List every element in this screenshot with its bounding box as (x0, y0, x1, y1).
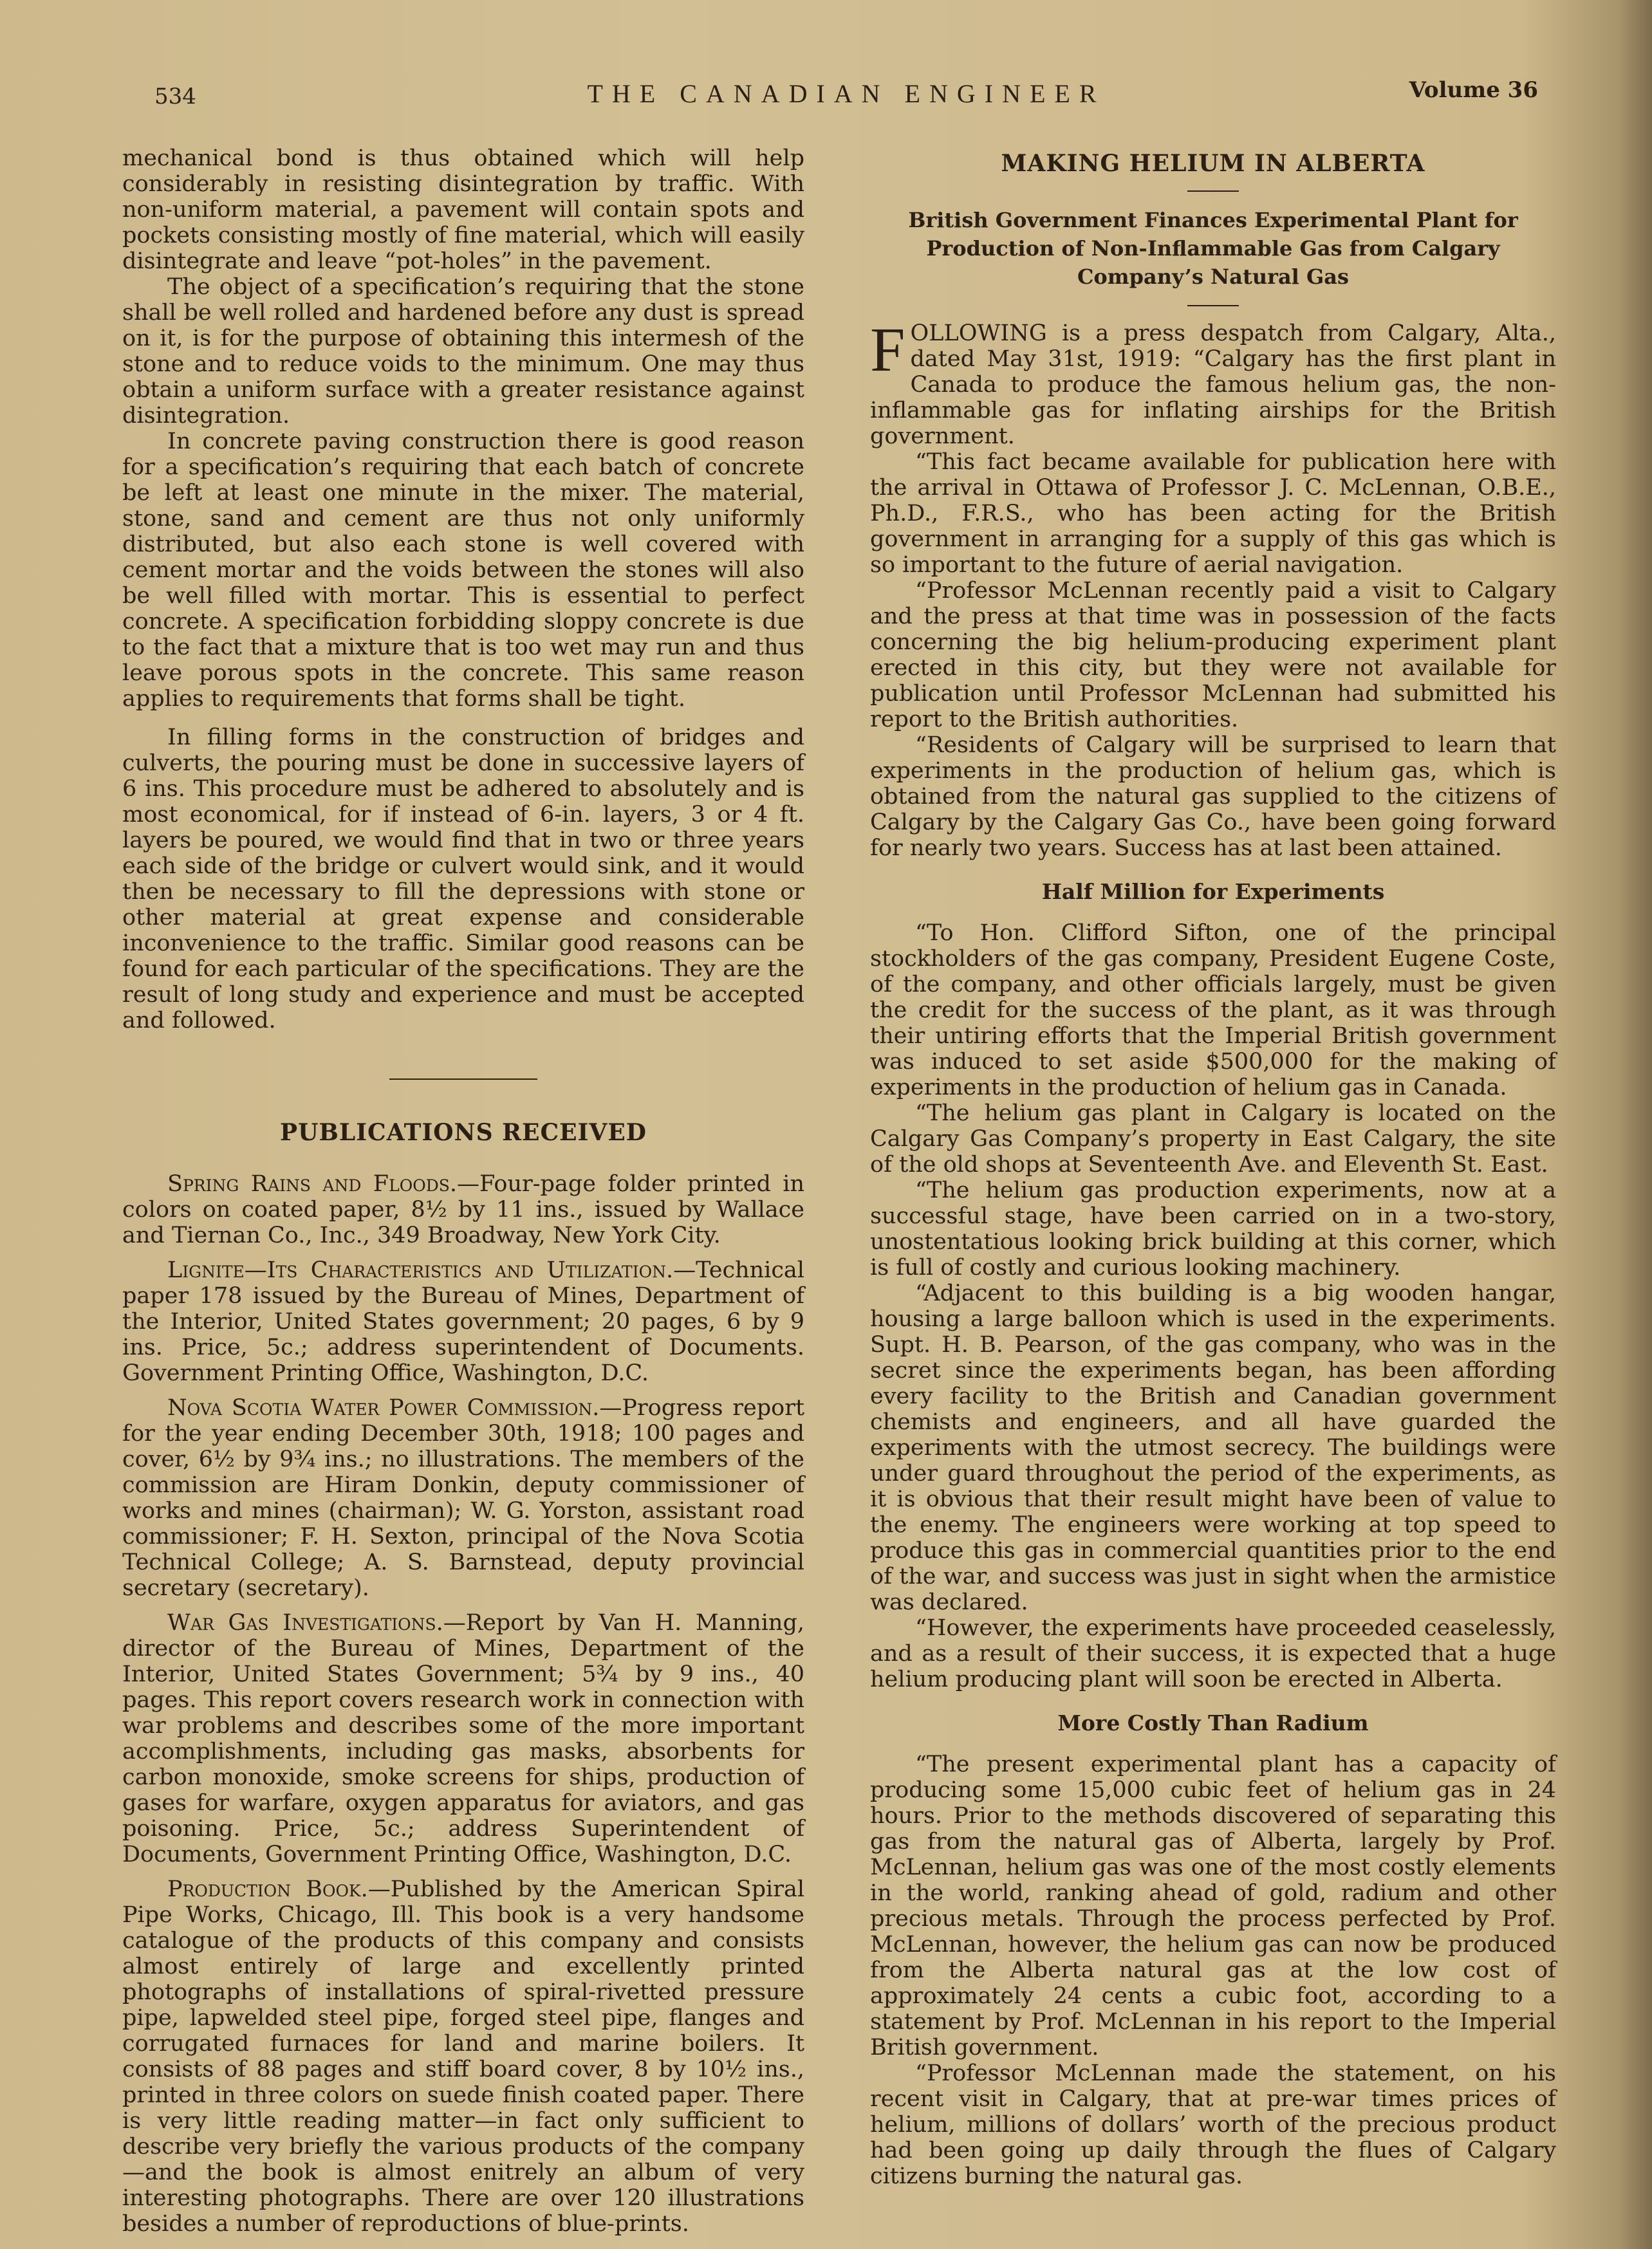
title-rule (1187, 190, 1239, 192)
publication-entry (122, 1171, 804, 1248)
paragraph: mechanical bond is thus obtained which will help considerably in resisting disintegration by traffic. With non-uniform material, a pavement will contain spots and pockets consisting mostly of fine material, which will easily disintegrate and leave “pot-holes” in the pavement. (122, 145, 804, 274)
paragraph: “The helium gas production experiments, now at a successful stage, have been carried on in a two-story, unostentatious looking brick building at this corner, which is full of costly and curious looking machinery. (870, 1178, 1556, 1281)
subheading: More Costly Than Radium (1057, 1710, 1369, 1735)
journal-title: THE CANADIAN ENGINEER (587, 79, 1106, 108)
subheading: Half Million for Experiments (1041, 879, 1385, 904)
publication-text: —Technical paper 178 issued by the Bureau of Mines, Department of the Interior, United States government; 20 pages, 6 by 9 ins. Price, 5c.; address superintendent of Documents. Government Printing Office, Washington, D.C. (122, 1257, 804, 1386)
volume-label: Volume 36 (1409, 77, 1538, 103)
publication-title: Lignite—Its Characteristics and Utilization. (167, 1257, 674, 1283)
page-number: 534 (154, 84, 196, 109)
publication-text: —Report by Van H. Manning, director of the Bureau of Mines, Department of the Interior, United States Government; 5¾ by 9 ins., 40 pages. This report covers research work in connection with war problems and describes some of the more important accomplishments, including gas masks, absorbents for carbon monoxide, smoke screens for ships, production of gases for warfare, oxygen apparatus for aviators, and gas poisoning. Price, 5c.; address Superintendent of Documents, Government Printing Office, Washington, D.C. (122, 1610, 804, 1867)
publication-entry (122, 1876, 804, 2237)
paragraph: “Adjacent to this building is a big wooden hangar, housing a large balloon which is used in the experiments. Supt. H. B. Pearson, of the gas company, who was in the secret since the experiments began, has been affording every facility to the British and Canadian government chemists and engineers, and all have guarded the experiments with the utmost secrecy. The buildings were under guard throughout the period of the experiments, as it is obvious that their result might have been of value to the enemy. The engineers were working at top speed to produce this gas in commercial quantities prior to the end of the war, and success was just in sight when the armistice was declared. (870, 1281, 1556, 1615)
publication-title: Production Book. (167, 1876, 368, 1902)
right-column (870, 143, 1556, 2189)
paragraph: In concrete paving construction there is good reason for a specification’s requiring that each batch of concrete be left at least one minute in the mixer. The material, stone, sand and cement are thus not only uniformly distributed, but also each stone is well covered with cement mortar and the voids between the stones will also be well filled with mortar. This is essential to perfect concrete. A specification forbidding sloppy concrete is due to the fact that a mixture that is too wet may run and thus leave porous spots in the concrete. This same reason applies to requirements that forms shall be tight. (122, 429, 804, 712)
page-header (154, 72, 1538, 117)
publication-text: —Published by the American Spiral Pipe Works, Chicago, Ill. This book is a very handsome catalogue of the products of this company and consists almost entirely of large and excellently printed photographs of installations of spiral-rivetted pressure pipe, lapwelded steel pipe, forged steel pipe, flanges and corrugated furnaces for land and marine boilers. It consists of 88 pages and stiff board cover, 8 by 10½ ins., printed in three colors on suede finish coated paper. There is very little reading matter—in fact only sufficient to describe very briefly the various products of the company—and the book is almost enitrely an album of very interesting photographs. There are over 120 illustrations besides a number of reproductions of blue-prints. (122, 1876, 805, 2237)
paragraph: “Residents of Calgary will be surprised to learn that experiments in the production of helium gas, which is obtained from the natural gas supplied to the citizens of Calgary by the Calgary Gas Co., have been going forward for nearly two years. Success has at last been attained. (870, 732, 1556, 861)
publication-entry (122, 1395, 804, 1601)
publication-text: —Four-page folder printed in colors on coated paper, 8½ by 11 ins., issued by Wallace and Tiernan Co., Inc., 349 Broadway, New York City. (122, 1171, 804, 1248)
paragraph: In filling forms in the construction of bridges and culverts, the pouring must be done in successive layers of 6 ins. This procedure must be adhered to absolutely and is most economical, for if instead of 6-in. layers, 3 or 4 ft. layers be poured, we would find that in two or three years each side of the bridge or culvert would sink, and it would then be necessary to fill the depressions with stone or other material at great expense and considerable inconvenience to the traffic. Similar good reasons can be found for each particular of the specifications. They are the result of long study and experience and must be accepted and followed. (122, 725, 804, 1033)
paragraph: “To Hon. Clifford Sifton, one of the principal stockholders of the gas company, President Eugene Coste, of the company, and other officials largely, must be given the credit for the success of the plant, as it was through their untiring efforts that the Imperial British government was induced to set aside $500,000 for the making of experiments in the production of helium gas in Canada. (870, 920, 1556, 1100)
drop-cap: F (870, 315, 905, 385)
left-column (122, 145, 804, 2237)
lead-paragraph: FOLLOWING is a press despatch from Calgary, Alta., dated May 31st, 1919: “Calgary has the first plant in Canada to produce the famous helium gas, the non-inflammable gas for inflating airships for the British government. (870, 315, 1556, 449)
article-deck: British Government Finances Experimental Plant for Production of Non-Inflammable Gas from Calgary Company’s Natural Gas (908, 208, 1518, 289)
publication-entry (122, 1257, 804, 1386)
paragraph: “The present experimental plant has a capacity of producing some 15,000 cubic feet of helium gas in 24 hours. Prior to the methods discovered of separating this gas from the natural gas of Alberta, largely by Prof. McLennan, helium gas was one of the most costly elements in the world, ranking ahead of gold, radium and other precious metals. Through the process perfected by Prof. McLennan, however, the helium gas can now be produced from the Alberta natural gas at the low cost of approximately 24 cents a cubic foot, according to a statement by Prof. McLennan in his report to the Imperial British government. (870, 1752, 1556, 2060)
paragraph: “The helium gas plant in Calgary is located on the Calgary Gas Company’s property in East Calgary, the site of the old shops at Seventeenth Ave. and Eleventh St. East. (870, 1100, 1556, 1178)
publication-text: —Progress report for the year ending December 30th, 1918; 100 pages and cover, 6½ by 9¾ ins.; no illustrations. The members of the commission are Hiram Donkin, deputy commissioner of works and mines (chairman); W. G. Yorston, assistant road commissioner; F. H. Sexton, principal of the Nova Scotia Technical College; A. S. Barnstead, deputy provincial secretary (secretary). (122, 1395, 805, 1601)
paragraph: “However, the experiments have proceeded ceaselessly, and as a result of their success, it is expected that a huge helium producing plant will soon be erected in Alberta. (870, 1615, 1556, 1692)
publications-heading: PUBLICATIONS RECEIVED (280, 1119, 647, 1146)
paragraph: “This fact became available for publication here with the arrival in Ottawa of Professor J. C. McLennan, O.B.E., Ph.D., F.R.S., who has been acting for the British government in arranging for a supply of this gas which is so important to the future of aerial navigation. (870, 449, 1556, 578)
publication-title: Nova Scotia Water Power Commission. (167, 1395, 600, 1421)
article-title: MAKING HELIUM IN ALBERTA (1001, 150, 1425, 177)
section-divider (389, 1078, 537, 1080)
paragraph: The object of a specification’s requiring that the stone shall be well rolled and hardened before any dust is spread on it, is for the purpose of obtaining this intermesh of the stone and to reduce voids to the minimum. One may thus obtain a uniform surface with a greater resistance against disintegration. (122, 274, 804, 429)
deck-rule (1187, 305, 1239, 306)
publication-entry (122, 1610, 804, 1867)
publication-title: War Gas Investigations. (167, 1610, 443, 1636)
paragraph: “Professor McLennan recently paid a visit to Calgary and the press at that time was in possession of the facts concerning the big helium-producing experiment plant erected in this city, but they were not available for publication until Professor McLennan had submitted his report to the British authorities. (870, 578, 1556, 732)
paragraph: “Professor McLennan made the statement, on his recent visit in Calgary, that at pre-war times prices of helium, millions of dollars’ worth of the precious product had been going up daily through the flues of Calgary citizens burning the natural gas. (870, 2060, 1556, 2189)
publication-title: Spring Rains and Floods. (167, 1171, 457, 1197)
